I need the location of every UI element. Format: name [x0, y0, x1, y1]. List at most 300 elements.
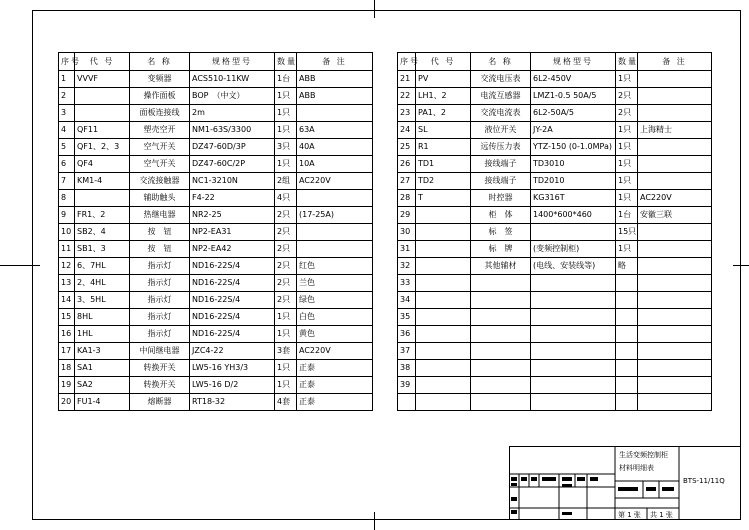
cell-seq: 8 [59, 190, 75, 207]
cell-remark: 63A [297, 122, 373, 139]
cell-name: 转换开关 [130, 360, 190, 377]
cell-remark: ABB [297, 88, 373, 105]
cell-name: 时控器 [471, 190, 531, 207]
cell-code: 2、4HL [75, 275, 130, 292]
cell-spec: F4-22 [190, 190, 275, 207]
header-spec: 规格型号 [531, 53, 616, 71]
cell-spec [531, 275, 616, 292]
cell-name: 其他辅材 [471, 258, 531, 275]
cell-qty: 2只 [275, 224, 297, 241]
cell-qty: 1只 [275, 122, 297, 139]
cell-code [416, 258, 471, 275]
cell-seq: 6 [59, 156, 75, 173]
table-row [59, 326, 373, 343]
cell-qty: 1只 [616, 71, 638, 88]
cell-code: KA1-3 [75, 343, 130, 360]
table-row [59, 224, 373, 241]
cell-remark [297, 241, 373, 258]
table-row [398, 122, 712, 139]
cell-qty [616, 292, 638, 309]
cell-qty: 1只 [275, 105, 297, 122]
cell-qty: 1只 [275, 156, 297, 173]
title-line-2: 材料明细表 [619, 464, 654, 472]
cell-seq: 33 [398, 275, 416, 292]
cell-spec: LW5-16 YH3/3 [190, 360, 275, 377]
cell-name [471, 309, 531, 326]
cell-code [416, 241, 471, 258]
cell-remark: 正泰 [297, 377, 373, 394]
cell-remark: (17-25A) [297, 207, 373, 224]
cell-spec: TD2010 [531, 173, 616, 190]
table-row [398, 326, 712, 343]
cell-seq: 26 [398, 156, 416, 173]
table-row [59, 190, 373, 207]
cell-spec: ND16-22S/4 [190, 275, 275, 292]
cell-seq: 19 [59, 377, 75, 394]
cell-qty: 2只 [616, 88, 638, 105]
cell-remark [638, 258, 712, 275]
cell-code: KM1-4 [75, 173, 130, 190]
cell-name: 接线端子 [471, 156, 531, 173]
table-row [398, 88, 712, 105]
cell-seq: 25 [398, 139, 416, 156]
cell-seq: 21 [398, 71, 416, 88]
cell-code [416, 377, 471, 394]
cell-qty: 2组 [275, 173, 297, 190]
cell-qty [616, 309, 638, 326]
cell-code: 6、7HL [75, 258, 130, 275]
cell-name [471, 343, 531, 360]
cell-code [75, 88, 130, 105]
cell-name: 辅助触头 [130, 190, 190, 207]
cell-remark: 10A [297, 156, 373, 173]
cell-remark: AC220V [297, 173, 373, 190]
cell-remark: 正泰 [297, 394, 373, 411]
cell-remark [297, 105, 373, 122]
table-row [59, 275, 373, 292]
table-row [59, 122, 373, 139]
cell-qty [616, 326, 638, 343]
cell-name: 操作面板 [130, 88, 190, 105]
cell-code [416, 360, 471, 377]
cell-spec: ND16-22S/4 [190, 326, 275, 343]
cell-qty: 略 [616, 258, 638, 275]
cell-seq: 30 [398, 224, 416, 241]
header-qty: 数量 [616, 53, 638, 71]
sheet-total: 共 1 张 [650, 511, 673, 519]
cell-qty: 2只 [275, 241, 297, 258]
cell-spec: ND16-22S/4 [190, 309, 275, 326]
table-row [398, 224, 712, 241]
cell-name: 按 钮 [130, 224, 190, 241]
table-row [59, 394, 373, 411]
cell-code [416, 292, 471, 309]
table-row [398, 156, 712, 173]
cell-spec: JY-2A [531, 122, 616, 139]
cell-code: VVVF [75, 71, 130, 88]
table-row [398, 360, 712, 377]
cell-spec: LW5-16 D/2 [190, 377, 275, 394]
cell-name: 指示灯 [130, 275, 190, 292]
cell-remark [297, 190, 373, 207]
cell-qty: 4只 [275, 190, 297, 207]
cell-name: 指示灯 [130, 292, 190, 309]
header-name: 名 称 [130, 53, 190, 71]
cell-spec [531, 309, 616, 326]
cell-remark [638, 105, 712, 122]
cell-seq: 5 [59, 139, 75, 156]
cell-spec [531, 292, 616, 309]
bottom-center-mark [374, 512, 375, 530]
cell-qty: 1只 [275, 377, 297, 394]
cell-remark [638, 394, 712, 411]
sheet-number: 第 1 张 [618, 511, 641, 519]
cell-qty: 1只 [275, 309, 297, 326]
cell-code: QF4 [75, 156, 130, 173]
cell-spec: YTZ-150 (0-1.0MPa) [531, 139, 616, 156]
cell-name: 按 钮 [130, 241, 190, 258]
cell-spec [531, 360, 616, 377]
header-code: 代 号 [416, 53, 471, 71]
cell-code [416, 207, 471, 224]
header-remark: 备 注 [638, 53, 712, 71]
table-row [398, 173, 712, 190]
cell-spec [531, 326, 616, 343]
cell-seq: 14 [59, 292, 75, 309]
cell-seq: 4 [59, 122, 75, 139]
cell-code: QF1、2、3 [75, 139, 130, 156]
cell-code [416, 394, 471, 411]
cell-remark [638, 326, 712, 343]
cell-name: 熔断器 [130, 394, 190, 411]
right-center-mark [733, 265, 749, 266]
cell-remark [638, 309, 712, 326]
cell-remark [638, 139, 712, 156]
cell-remark [638, 275, 712, 292]
header-spec: 规格型号 [190, 53, 275, 71]
cell-name: 中间继电器 [130, 343, 190, 360]
cell-seq: 9 [59, 207, 75, 224]
cell-code: FR1、2 [75, 207, 130, 224]
cell-name: 转换开关 [130, 377, 190, 394]
cell-seq: 28 [398, 190, 416, 207]
table-row [398, 343, 712, 360]
header-qty: 数量 [275, 53, 297, 71]
cell-qty [616, 343, 638, 360]
cell-remark: 绿色 [297, 292, 373, 309]
cell-seq: 20 [59, 394, 75, 411]
table-row [59, 88, 373, 105]
cell-qty: 2只 [275, 275, 297, 292]
materials-table-right [397, 52, 712, 411]
cell-code: 1HL [75, 326, 130, 343]
table-row [398, 207, 712, 224]
cell-seq: 24 [398, 122, 416, 139]
cell-spec: ND16-22S/4 [190, 292, 275, 309]
cell-remark [638, 71, 712, 88]
cell-spec: BOP （中文） [190, 88, 275, 105]
cell-code: QF11 [75, 122, 130, 139]
title-block [509, 446, 741, 520]
table-row [59, 343, 373, 360]
cell-remark [638, 224, 712, 241]
materials-table-left [58, 52, 373, 411]
cell-code [416, 224, 471, 241]
cell-seq: 32 [398, 258, 416, 275]
cell-code: LH1、2 [416, 88, 471, 105]
table-row [59, 139, 373, 156]
cell-code: SB1、3 [75, 241, 130, 258]
cell-spec: JZC4-22 [190, 343, 275, 360]
table-header-row [59, 53, 373, 71]
cell-name [471, 326, 531, 343]
cell-qty [616, 275, 638, 292]
cell-code: 3、5HL [75, 292, 130, 309]
cell-qty: 1只 [616, 190, 638, 207]
cell-spec: 6L2-450V [531, 71, 616, 88]
table-row [398, 377, 712, 394]
cell-spec: TD3010 [531, 156, 616, 173]
cell-remark [638, 343, 712, 360]
cell-name [471, 377, 531, 394]
table-row [398, 309, 712, 326]
cell-code: SL [416, 122, 471, 139]
table-row [398, 258, 712, 275]
cell-remark: AC220V [297, 343, 373, 360]
cell-qty: 1只 [616, 156, 638, 173]
header-seq: 序号 [398, 53, 416, 71]
header-remark: 备 注 [297, 53, 373, 71]
cell-remark [638, 156, 712, 173]
cell-name: 热继电器 [130, 207, 190, 224]
cell-name: 指示灯 [130, 309, 190, 326]
cell-code: T [416, 190, 471, 207]
table-row [59, 360, 373, 377]
cell-spec: NM1-63S/3300 [190, 122, 275, 139]
cell-code [416, 343, 471, 360]
cell-spec: 1400*600*460 [531, 207, 616, 224]
table-row [59, 309, 373, 326]
title-line-1: 生活变频控制柜 [619, 451, 668, 459]
table-row [398, 139, 712, 156]
cell-spec: 2m [190, 105, 275, 122]
table-row [398, 190, 712, 207]
cell-qty: 1只 [616, 122, 638, 139]
cell-qty [616, 394, 638, 411]
cell-name [471, 292, 531, 309]
table-row [398, 292, 712, 309]
cell-spec [531, 343, 616, 360]
cell-remark [297, 224, 373, 241]
cell-code: SA2 [75, 377, 130, 394]
cell-name: 标 签 [471, 224, 531, 241]
cell-name: 接线端子 [471, 173, 531, 190]
cell-qty: 1只 [275, 360, 297, 377]
cell-spec: 6L2-50A/5 [531, 105, 616, 122]
cell-seq: 15 [59, 309, 75, 326]
cell-name: 交流电流表 [471, 105, 531, 122]
cell-name [471, 360, 531, 377]
cell-spec: LMZ1-0.5 50A/5 [531, 88, 616, 105]
table-row [59, 207, 373, 224]
cell-code: PV [416, 71, 471, 88]
table-row [398, 105, 712, 122]
cell-name: 电流互感器 [471, 88, 531, 105]
cell-name [471, 275, 531, 292]
cell-seq: 35 [398, 309, 416, 326]
cell-name: 交流电压表 [471, 71, 531, 88]
cell-code [75, 190, 130, 207]
cell-spec: KG316T [531, 190, 616, 207]
cell-code [416, 326, 471, 343]
table-row [59, 258, 373, 275]
cell-spec: RT18-32 [190, 394, 275, 411]
cell-spec: DZ47-60D/3P [190, 139, 275, 156]
cell-code: FU1-4 [75, 394, 130, 411]
cell-code: SA1 [75, 360, 130, 377]
cell-name: 空气开关 [130, 139, 190, 156]
cell-remark: 兰色 [297, 275, 373, 292]
cell-remark: 安徽三联 [638, 207, 712, 224]
cell-remark [638, 88, 712, 105]
cell-code: TD1 [416, 156, 471, 173]
cell-seq [398, 394, 416, 411]
cell-code: 8HL [75, 309, 130, 326]
cell-seq: 7 [59, 173, 75, 190]
cell-seq: 23 [398, 105, 416, 122]
cell-name [471, 394, 531, 411]
table-row [398, 394, 712, 411]
cell-seq: 2 [59, 88, 75, 105]
cell-spec: NP2-EA42 [190, 241, 275, 258]
table-row [398, 241, 712, 258]
cell-name: 面板连接线 [130, 105, 190, 122]
cell-seq: 37 [398, 343, 416, 360]
cell-remark [638, 360, 712, 377]
table-header-row [398, 53, 712, 71]
cell-qty: 4套 [275, 394, 297, 411]
cell-name: 指示灯 [130, 258, 190, 275]
cell-seq: 18 [59, 360, 75, 377]
cell-name: 交流接触器 [130, 173, 190, 190]
cell-seq: 3 [59, 105, 75, 122]
header-code: 代 号 [75, 53, 130, 71]
cell-seq: 12 [59, 258, 75, 275]
cell-seq: 11 [59, 241, 75, 258]
cell-code: TD2 [416, 173, 471, 190]
table-row [398, 275, 712, 292]
cell-qty: 1只 [275, 88, 297, 105]
cell-name: 指示灯 [130, 326, 190, 343]
cell-spec: (电线、安装线等) [531, 258, 616, 275]
cell-qty: 3只 [275, 139, 297, 156]
cell-seq: 10 [59, 224, 75, 241]
cell-remark [638, 173, 712, 190]
table-row [59, 173, 373, 190]
cell-seq: 27 [398, 173, 416, 190]
cell-seq: 38 [398, 360, 416, 377]
cell-remark: 上海精士 [638, 122, 712, 139]
cell-spec: NC1-3210N [190, 173, 275, 190]
cell-spec: DZ47-60C/2P [190, 156, 275, 173]
cell-remark: 正泰 [297, 360, 373, 377]
cell-seq: 13 [59, 275, 75, 292]
cell-qty: 2只 [616, 105, 638, 122]
cell-remark: 红色 [297, 258, 373, 275]
cell-qty: 1台 [616, 207, 638, 224]
cell-seq: 36 [398, 326, 416, 343]
cell-remark: 白色 [297, 309, 373, 326]
drawing-number: BTS-11/11Q [683, 477, 725, 485]
cell-seq: 39 [398, 377, 416, 394]
cell-remark: 40A [297, 139, 373, 156]
cell-code: R1 [416, 139, 471, 156]
cell-seq: 34 [398, 292, 416, 309]
cell-code [416, 275, 471, 292]
cell-qty: 2只 [275, 292, 297, 309]
cell-remark [638, 241, 712, 258]
cell-qty: 15只 [616, 224, 638, 241]
table-row [59, 292, 373, 309]
cell-qty [616, 360, 638, 377]
cell-spec [531, 224, 616, 241]
cell-name: 远传压力表 [471, 139, 531, 156]
cell-qty [616, 377, 638, 394]
cell-remark: ABB [297, 71, 373, 88]
cell-code: SB2、4 [75, 224, 130, 241]
cell-remark: AC220V [638, 190, 712, 207]
cell-spec: NR2-25 [190, 207, 275, 224]
cell-qty: 1只 [275, 326, 297, 343]
table-row [59, 241, 373, 258]
cell-name: 标 牌 [471, 241, 531, 258]
header-name: 名 称 [471, 53, 531, 71]
cell-seq: 29 [398, 207, 416, 224]
table-row [59, 377, 373, 394]
cell-name: 塑壳空开 [130, 122, 190, 139]
left-center-mark [0, 265, 40, 266]
cell-remark: 黄色 [297, 326, 373, 343]
table-row [59, 105, 373, 122]
cell-name: 变频器 [130, 71, 190, 88]
cell-code [416, 309, 471, 326]
cell-qty: 1只 [616, 241, 638, 258]
cell-qty: 1只 [616, 139, 638, 156]
cell-spec [531, 377, 616, 394]
cell-code: PA1、2 [416, 105, 471, 122]
cell-spec: ND16-22S/4 [190, 258, 275, 275]
cell-name: 柜 体 [471, 207, 531, 224]
cell-qty: 2只 [275, 207, 297, 224]
cell-seq: 16 [59, 326, 75, 343]
cell-spec: ACS510-11KW [190, 71, 275, 88]
cell-code [75, 105, 130, 122]
cell-remark [638, 292, 712, 309]
cell-qty: 1只 [616, 173, 638, 190]
cell-spec [531, 394, 616, 411]
header-seq: 序号 [59, 53, 75, 71]
cell-spec: NP2-EA31 [190, 224, 275, 241]
cell-qty: 2只 [275, 258, 297, 275]
table-row [59, 71, 373, 88]
cell-qty: 3套 [275, 343, 297, 360]
cell-seq: 22 [398, 88, 416, 105]
cell-spec: (变频控制柜) [531, 241, 616, 258]
cell-name: 空气开关 [130, 156, 190, 173]
cell-seq: 31 [398, 241, 416, 258]
top-center-mark [374, 0, 375, 18]
table-row [398, 71, 712, 88]
